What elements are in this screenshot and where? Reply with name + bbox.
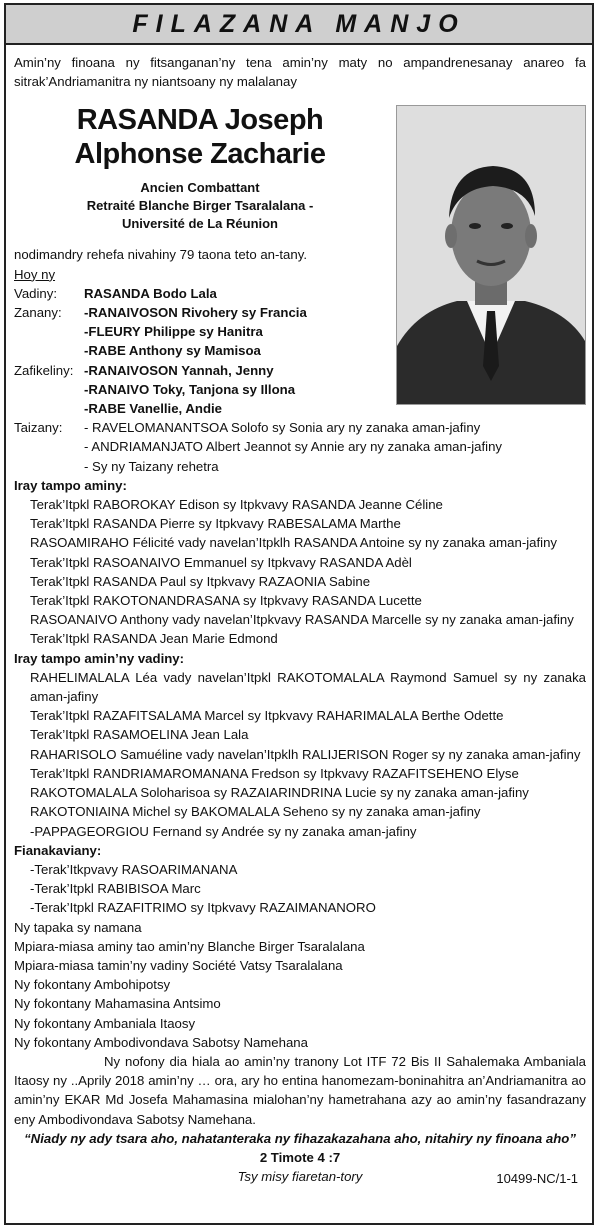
spouse-sibling-entry: RAHARISOLO Samuéline vady navelan’Itpklh RALIJERISON Roger sy ny zanaka aman-jafiny [30,746,581,762]
header-title: FILAZANA MANJO [132,9,466,38]
sibling-entry: Terak’Itpkl RASANDA Paul sy Itpkvavy RAZAONIA Sabine [30,573,371,589]
in-law-entry: -Terak’Itkpvavy RASOARIMANANA [30,861,238,877]
sibling-entry: RASOANAIVO Anthony vady navelan’Itpkvavy RASANDA Marcelle sy ny zanaka aman-jafiny [30,612,574,628]
other-entry: Mpiara-miasa tamin’ny vadiny Société Vatsy Tsaralalana [14,957,343,973]
others-list [14,918,586,1052]
spouse-siblings-heading: Iray tampo amin’ny vadiny: [14,650,185,666]
in-laws-heading: Fianakaviany: [14,842,102,858]
role-line: Ancien Combattant [140,180,260,196]
spouse-label: Vadiny: [14,285,58,301]
grandchild-entry: -RANAIVOSON Yannah, Jenny [84,362,274,378]
child-entry: -RANAIVOSON Rivohery sy Francia [84,305,307,321]
spouse-siblings-list [14,668,586,841]
bible-quote: “Niady ny ady tsara aho, nahatanteraka ny fihazakazahana aho, nitahiry ny finoana aho” [24,1130,576,1146]
siblings-heading: Iray tampo aminy: [14,477,127,493]
death-statement: nodimandry rehefa nivahiny 79 taona teto an-tany. [14,247,308,263]
children-row [14,303,386,361]
role-line: Retraité Blanche Birger Tsaralalana - [86,198,314,214]
spouse-sibling-entry: RAKOTOMALALA Soloharisoa sy RAZAIARINDRINA Lucie sy ny zanaka aman-jafiny [30,785,529,801]
spouse-sibling-entry: RAKOTONIAINA Michel sy BAKOMALALA Seheno sy ny zanaka aman-jafiny [30,804,481,820]
spouse-sibling-entry: RAHELIMALALA Léa vady navelan’Itpkl RAKOTOMALALA Raymond Samuel sy ny zanaka aman-jafiny [30,669,586,705]
portrait-image [397,106,585,404]
spouse-sibling-entry: Terak’Itpkl RASAMOELINA Jean Lala [30,727,249,743]
children-label: Zanany: [14,305,62,321]
deceased-name-line1: RASANDA Joseph [76,104,324,137]
other-entry: Ny fokontany Ambodivondava Sabotsy Namehana [14,1034,308,1050]
sibling-entry: RASOAMIRAHO Félicité vady navelan’Itpklh RASANDA Antoine sy ny zanaka aman-jafiny [30,535,557,551]
siblings-list [14,495,586,649]
family-heading: Hoy ny [14,266,56,282]
portrait-photo [396,105,586,405]
grandchildren-row [14,361,386,419]
sibling-entry: Terak’Itpkl RAKOTONANDRASANA sy Itpkvavy RASANDA Lucette [30,593,422,609]
role-line: Université de La Réunion [121,216,279,232]
uncle-entry: - Sy ny Taizany rehetra [84,458,219,474]
closing-line [14,1167,586,1186]
child-entry: -FLEURY Philippe sy Hanitra [84,324,263,340]
closing-text: Tsy misy fiaretan-tory [237,1169,363,1185]
other-entry: Ny fokontany Mahamasina Antsimo [14,996,221,1012]
spouse-row [14,284,386,303]
grandchild-entry: -RANAIVO Toky, Tanjona sy Illona [84,381,296,397]
in-law-entry: -Terak’Itpkl RAZAFITRIMO sy Itpkvavy RAZAIMANANORO [30,900,376,916]
uncle-entry: - RAVELOMANANTSOA Solofo sy Sonia ary ny zanaka aman-jafiny [84,420,481,436]
in-laws-list [14,860,586,918]
ad-code: 10499-NC/1-1 [496,1171,578,1187]
spouse-sibling-entry: Terak’Itpkl RAZAFITSALAMA Marcel sy Itpkvavy RAHARIMALALA Berthe Odette [30,708,504,724]
in-law-entry: -Terak’Itpkl RABIBISOA Marc [30,881,201,897]
other-entry: Ny fokontany Ambohipotsy [14,977,171,993]
sibling-entry: Terak’Itpkl RABOROKAY Edison sy Itpkvavy RASANDA Jeanne Céline [30,497,443,513]
obituary-content [6,45,592,1186]
uncles-row [14,418,586,476]
deceased-name-line2: Alphonse Zacharie [74,138,326,171]
other-entry: Mpiara-miasa aminy tao amin’ny Blanche Birger Tsaralalana [14,938,365,954]
uncle-entry: - ANDRIAMANJATO Albert Jeannot sy Annie ary ny zanaka aman-jafiny [84,439,503,455]
bible-reference: 2 Timote 4 :7 [259,1149,341,1165]
grandchild-entry: -RABE Vanellie, Andie [84,401,223,417]
funeral-notice: Ny nofony dia hiala ao amin’ny tranony Lot ITF 72 Bis II Sahalemaka Ambaniala Itaosy ny ..Aprily 2018 amin’ny … ora, ary ho entina hanomezam-boninahitra an’Andriamanitra ao amin’ny EKAR Md Josefa Mahamasina mialohan’ny hametrahana azy ao amin’ny fasandrazany eny Ambodivondava Sabotsy Namehana. [14,1053,586,1127]
uncles-label: Taizany: [14,420,63,436]
grandchildren-label: Zafikeliny: [14,362,74,378]
spouse-sibling-entry: -PAPPAGEORGIOU Fernand sy Andrée sy ny zanaka aman-jafiny [30,823,417,839]
other-entry: Ny tapaka sy namana [14,919,142,935]
obituary-frame [4,3,594,1225]
sibling-entry: Terak’Itpkl RASANDA Pierre sy Itpkvavy RABESALAMA Marthe [30,516,401,532]
child-entry: -RABE Anthony sy Mamisoa [84,343,261,359]
sibling-entry: Terak’Itpkl RASOANAIVO Emmanuel sy Itpkvavy RASANDA Adèl [30,554,412,570]
spouse-sibling-entry: Terak’Itpkl RANDRIAMAROMANANA Fredson sy Itpkvavy RAZAFITSEHENO Elyse [30,765,519,781]
header-banner [6,5,592,45]
other-entry: Ny fokontany Ambaniala Itaosy [14,1015,196,1031]
sibling-entry: Terak’Itpkl RASANDA Jean Marie Edmond [30,631,278,647]
spouse-name: RASANDA Bodo Lala [84,285,217,301]
intro-text: Amin’ny finoana ny fitsanganan’ny tena amin’ny maty no ampandrenesanay anareo fa sitrak’Andriamanitra ny niantsoany ny malalanay [14,55,586,90]
